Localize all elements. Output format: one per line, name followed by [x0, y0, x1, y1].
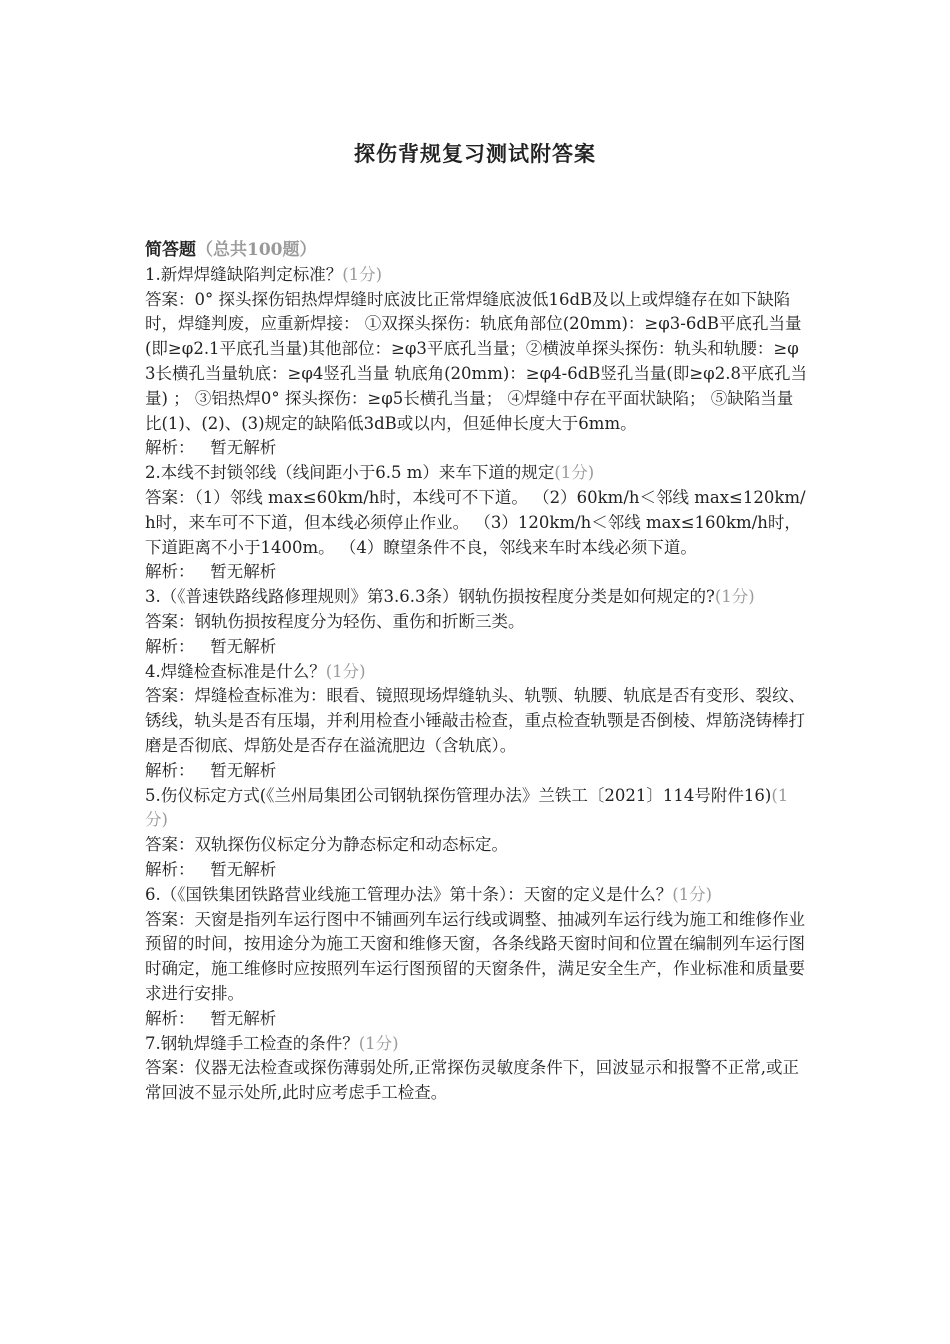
question-label: 1.新焊焊缝缺陷判定标准？ — [145, 264, 343, 284]
question-text — [145, 585, 807, 610]
answer-text: 答案：双轨探伤仪标定分为静态标定和动态标定。 — [145, 835, 508, 855]
question-item — [145, 660, 807, 784]
analysis-text — [145, 759, 807, 784]
document-body — [145, 238, 807, 1106]
question-label: 3.（《普速铁路线路修理规则》第3.6.3条）钢轨伤损按程度分类是如何规定的? — [145, 587, 715, 607]
analysis-text — [145, 858, 807, 883]
question-text — [145, 660, 807, 685]
analysis-label: 解析： — [145, 438, 195, 458]
analysis-value: 暂无解析 — [210, 1008, 277, 1028]
question-text — [145, 1032, 807, 1057]
question-score: (1分) — [358, 1033, 399, 1053]
question-text — [145, 461, 807, 486]
answer-text: 答案：天窗是指列车运行图中不铺画列车运行线或调整、抽减列车运行线为施工和维修作业预留的时间，按用途分为施工天窗和维修天窗，各条线路天窗时间和位置在编制列车运行图时确定，施工维修时应按照列车运行图预留的天窗条件，满足安全生产，作业标准和质量要求进行安排。 — [145, 909, 805, 1003]
answer-text: 答案：焊缝检查标准为：眼看、镜照现场焊缝轨头、轨颚、轨腰、轨底是否有变形、裂纹、锈线，轨头是否有压塌，并利用检查小锤敲击检查，重点检查轨颚是否倒棱、焊筋浇铸棒打磨是否彻底、焊筋处是否存在溢流肥边（含轨底）。 — [145, 686, 805, 755]
analysis-label: 解析： — [145, 760, 195, 780]
analysis-value: 暂无解析 — [210, 760, 277, 780]
question-text — [145, 784, 807, 834]
document-title: 探伤背规复习测试附答案 — [354, 141, 596, 166]
analysis-label: 解析： — [145, 636, 195, 656]
section-label: 简答题 — [145, 240, 196, 260]
analysis-value: 暂无解析 — [210, 636, 277, 656]
question-item — [145, 263, 807, 461]
answer-text: 答案：钢轨伤损按程度分为轻伤、重伤和折断三类。 — [145, 611, 525, 631]
question-score: (1分) — [325, 661, 366, 681]
question-score: (1分) — [714, 587, 755, 607]
analysis-value: 暂无解析 — [210, 562, 277, 582]
question-list — [145, 263, 807, 1106]
question-item — [145, 784, 807, 883]
answer-text: 答案：（1）邻线 max≤60km/h时，本线可不下道。 （2）60km/h＜邻线 max≤120km/h时，来车可不下道，但本线必须停止作业。 （3）120km/h＜邻线 max≤160km/h时，下道距离不小于1400m。 （4）瞭望条件不良，邻线来车时本线必须下道。 — [145, 487, 806, 557]
analysis-text — [145, 436, 807, 461]
question-score: (1分) — [672, 884, 713, 904]
question-label: 2.本线不封锁邻线（线间距小于6.5 m）来车下道的规定 — [145, 463, 555, 483]
analysis-text — [145, 635, 807, 660]
section-count: （总共100题） — [196, 240, 317, 260]
question-score: (1分) — [554, 463, 595, 483]
question-label: 7.钢轨焊缝手工检查的条件？ — [145, 1033, 359, 1053]
question-text — [145, 263, 807, 288]
analysis-label: 解析： — [145, 859, 195, 879]
question-label: 6.（《国铁集团铁路营业线施工管理办法》第十条）：天窗的定义是什么？ — [145, 884, 673, 904]
analysis-text — [145, 1007, 807, 1032]
answer-text: 答案：仪器无法检查或探伤薄弱处所,正常探伤灵敏度条件下，回波显示和报警不正常,或正常回波不显示处所,此时应考虑手工检查。 — [145, 1058, 799, 1103]
analysis-label: 解析： — [145, 562, 195, 582]
question-item — [145, 585, 807, 659]
analysis-text — [145, 560, 807, 585]
question-text — [145, 883, 807, 908]
section-heading — [145, 238, 807, 263]
analysis-value: 暂无解析 — [210, 859, 277, 879]
question-item — [145, 461, 807, 585]
analysis-label: 解析： — [145, 1008, 195, 1028]
question-item — [145, 883, 807, 1032]
question-item — [145, 1032, 807, 1106]
question-score: (1分) — [342, 264, 383, 284]
analysis-value: 暂无解析 — [210, 438, 277, 458]
question-label: 4.焊缝检查标准是什么？ — [145, 661, 326, 681]
question-label: 5.伤仪标定方式(《兰州局集团公司钢轨探伤管理办法》兰铁工〔2021〕114号附件16) — [145, 785, 772, 805]
question-score: (1分) — [145, 785, 789, 830]
answer-text: 答案：0° 探头探伤铝热焊焊缝时底波比正常焊缝底波低16dB及以上或焊缝存在如下缺陷时，焊缝判废，应重新焊接： ①双探头探伤：轨底角部位(20mm)：≥φ3-6dB平底孔当量(即≥φ2.1平底孔当量)其他部位：≥φ3平底孔当量；②横波单探头探伤：轨头和轨腰：≥φ3长横孔当量轨底：≥φ4竖孔当量 轨底角(20mm)：≥φ4-6dB竖孔当量(即≥φ2.8平底孔当量) ； ③铝热焊0° 探头探伤：≥φ5长横孔当量； ④焊缝中存在平面状缺陷； ⑤缺陷当量比(1)、(2)、(3)规定的缺陷低3dB或以内，但延伸长度大于6mm。 — [145, 289, 807, 433]
